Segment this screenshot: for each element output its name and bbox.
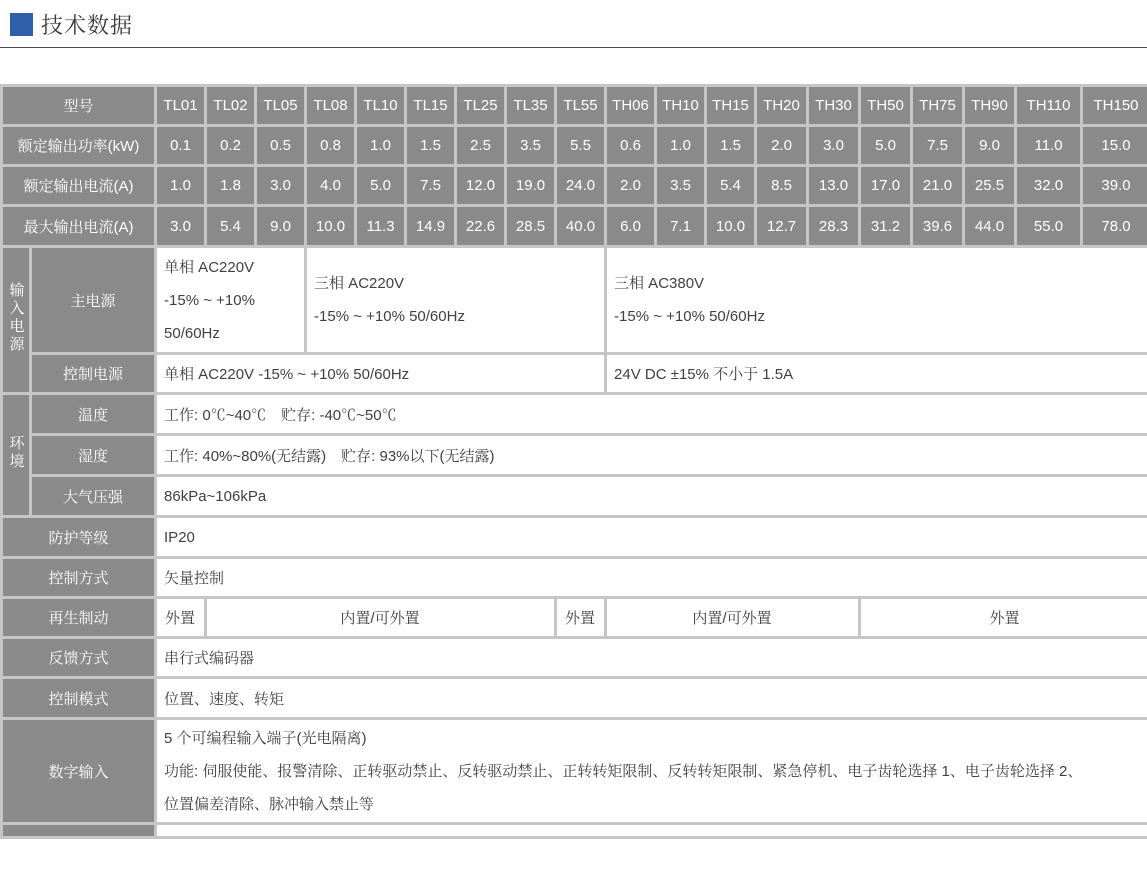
control-power-dc: 24V DC ±15% 不小于 1.5A [606,354,1147,394]
model-header-row [2,86,1147,126]
temperature-value: 工作: 0℃~40℃ 贮存: -40℃~50℃ [156,394,1147,435]
main-power-three-phase-380v: 三相 AC380V -15% ~ +10% 50/60Hz [606,247,1147,354]
max-current-value: 10.0 [706,206,756,247]
model-col-header: TL05 [256,86,306,126]
power-value: 0.1 [156,126,206,166]
rated-current-value: 5.4 [706,166,756,206]
row-label: 数字输入 [2,719,156,824]
power-value: 5.0 [860,126,912,166]
model-col-header: TH90 [964,86,1016,126]
digital-input-row [2,719,1147,824]
environment-group-label: 环境 [2,394,31,517]
regen-brake-row [2,598,1147,638]
row-label: 温度 [31,394,156,435]
model-col-header: TH20 [756,86,808,126]
rated-current-value: 13.0 [808,166,860,206]
temperature-row [2,394,1147,435]
max-current-value: 39.6 [912,206,964,247]
row-label: 控制方式 [2,558,156,598]
control-power-ac: 单相 AC220V -15% ~ +10% 50/60Hz [156,354,606,394]
rated-current-value: 21.0 [912,166,964,206]
max-current-value: 28.3 [808,206,860,247]
power-value: 0.6 [606,126,656,166]
regen-cell: 外置 [156,598,206,638]
rated-current-value: 19.0 [506,166,556,206]
humidity-row [2,435,1147,476]
model-col-header: TH15 [706,86,756,126]
title-marker-icon [10,13,33,36]
input-power-group-label: 输入电源 [2,247,31,394]
max-current-value: 11.3 [356,206,406,247]
models-header-cell: 型号 [2,86,156,126]
tech-data-table [0,84,1147,839]
main-power-three-phase-220v: 三相 AC220V -15% ~ +10% 50/60Hz [306,247,606,354]
rated-current-value: 1.8 [206,166,256,206]
max-current-value: 10.0 [306,206,356,247]
model-col-header: TL55 [556,86,606,126]
model-col-header: TL25 [456,86,506,126]
regen-cell: 内置/可外置 [206,598,556,638]
regen-cell: 内置/可外置 [606,598,860,638]
rated-current-value: 7.5 [406,166,456,206]
power-value: 5.5 [556,126,606,166]
max-current-value: 5.4 [206,206,256,247]
max-current-value: 44.0 [964,206,1016,247]
power-value: 2.0 [756,126,808,166]
model-col-header: TH50 [860,86,912,126]
rated-current-value: 1.0 [156,166,206,206]
power-value: 3.0 [808,126,860,166]
rated-current-value: 39.0 [1082,166,1147,206]
power-value: 1.5 [406,126,456,166]
rated-current-value: 32.0 [1016,166,1082,206]
feedback-value: 串行式编码器 [156,638,1147,678]
control-method-row [2,558,1147,598]
model-col-header: TL02 [206,86,256,126]
rated-power-row [2,126,1147,166]
model-col-header: TH06 [606,86,656,126]
power-value: 0.5 [256,126,306,166]
row-label: 大气压强 [31,476,156,517]
control-method-value: 矢量控制 [156,558,1147,598]
model-col-header: TH30 [808,86,860,126]
rated-current-value: 8.5 [756,166,808,206]
rated-current-value: 5.0 [356,166,406,206]
row-label: 控制电源 [31,354,156,394]
row-label: 主电源 [31,247,156,354]
power-value: 0.2 [206,126,256,166]
model-col-header: TL35 [506,86,556,126]
max-current-value: 28.5 [506,206,556,247]
rated-current-row [2,166,1147,206]
row-label [2,824,156,838]
rated-current-value: 3.5 [656,166,706,206]
main-power-single-phase-220v: 单相 AC220V -15% ~ +10% 50/60Hz [156,247,306,354]
row-label: 反馈方式 [2,638,156,678]
model-col-header: TL10 [356,86,406,126]
protection-row [2,517,1147,558]
pressure-value: 86kPa~106kPa [156,476,1147,517]
model-col-header: TH150 [1082,86,1147,126]
power-value: 15.0 [1082,126,1147,166]
rated-current-value: 17.0 [860,166,912,206]
digital-input-value: 5 个可编程输入端子(光电隔离) 功能: 伺服使能、报警清除、正转驱动禁止、反转驱动禁止、正转转矩限制、反转转矩限制、紧急停机、电子齿轮选择 1、电子齿轮选择 2、 位置偏差清除、脉冲输入禁止等 [156,719,1147,824]
max-current-value: 78.0 [1082,206,1147,247]
regen-cell: 外置 [556,598,606,638]
power-value: 9.0 [964,126,1016,166]
power-value: 1.0 [656,126,706,166]
model-col-header: TL15 [406,86,456,126]
max-current-value: 14.9 [406,206,456,247]
rated-current-value: 25.5 [964,166,1016,206]
model-col-header: TL01 [156,86,206,126]
control-mode-value: 位置、速度、转矩 [156,678,1147,719]
rated-current-value: 2.0 [606,166,656,206]
max-current-value: 6.0 [606,206,656,247]
humidity-value: 工作: 40%~80%(无结露) 贮存: 93%以下(无结露) [156,435,1147,476]
spec-label: 额定输出电流(A) [2,166,156,206]
max-current-value: 40.0 [556,206,606,247]
rated-current-value: 4.0 [306,166,356,206]
main-power-row [2,247,1147,354]
pressure-row [2,476,1147,517]
cutoff-row [2,824,1147,838]
protection-value: IP20 [156,517,1147,558]
max-current-value: 22.6 [456,206,506,247]
power-value: 1.5 [706,126,756,166]
rated-current-value: 3.0 [256,166,306,206]
power-value: 3.5 [506,126,556,166]
section-titlebar [0,0,1147,48]
spec-label: 最大输出电流(A) [2,206,156,247]
power-value: 1.0 [356,126,406,166]
power-value: 11.0 [1016,126,1082,166]
regen-cell: 外置 [860,598,1147,638]
max-current-value: 55.0 [1016,206,1082,247]
row-label: 防护等级 [2,517,156,558]
max-current-value: 9.0 [256,206,306,247]
max-current-row [2,206,1147,247]
max-current-value: 31.2 [860,206,912,247]
row-label: 控制模式 [2,678,156,719]
rated-current-value: 12.0 [456,166,506,206]
model-col-header: TH75 [912,86,964,126]
max-current-value: 12.7 [756,206,808,247]
max-current-value: 3.0 [156,206,206,247]
rated-current-value: 24.0 [556,166,606,206]
model-col-header: TH10 [656,86,706,126]
max-current-value: 7.1 [656,206,706,247]
model-col-header: TH110 [1016,86,1082,126]
row-label: 再生制动 [2,598,156,638]
power-value: 0.8 [306,126,356,166]
control-power-row [2,354,1147,394]
row-label: 湿度 [31,435,156,476]
power-value: 7.5 [912,126,964,166]
model-col-header: TL08 [306,86,356,126]
control-mode-row [2,678,1147,719]
power-value: 2.5 [456,126,506,166]
spec-label: 额定输出功率(kW) [2,126,156,166]
page-title: 技术数据 [41,13,134,38]
feedback-row [2,638,1147,678]
